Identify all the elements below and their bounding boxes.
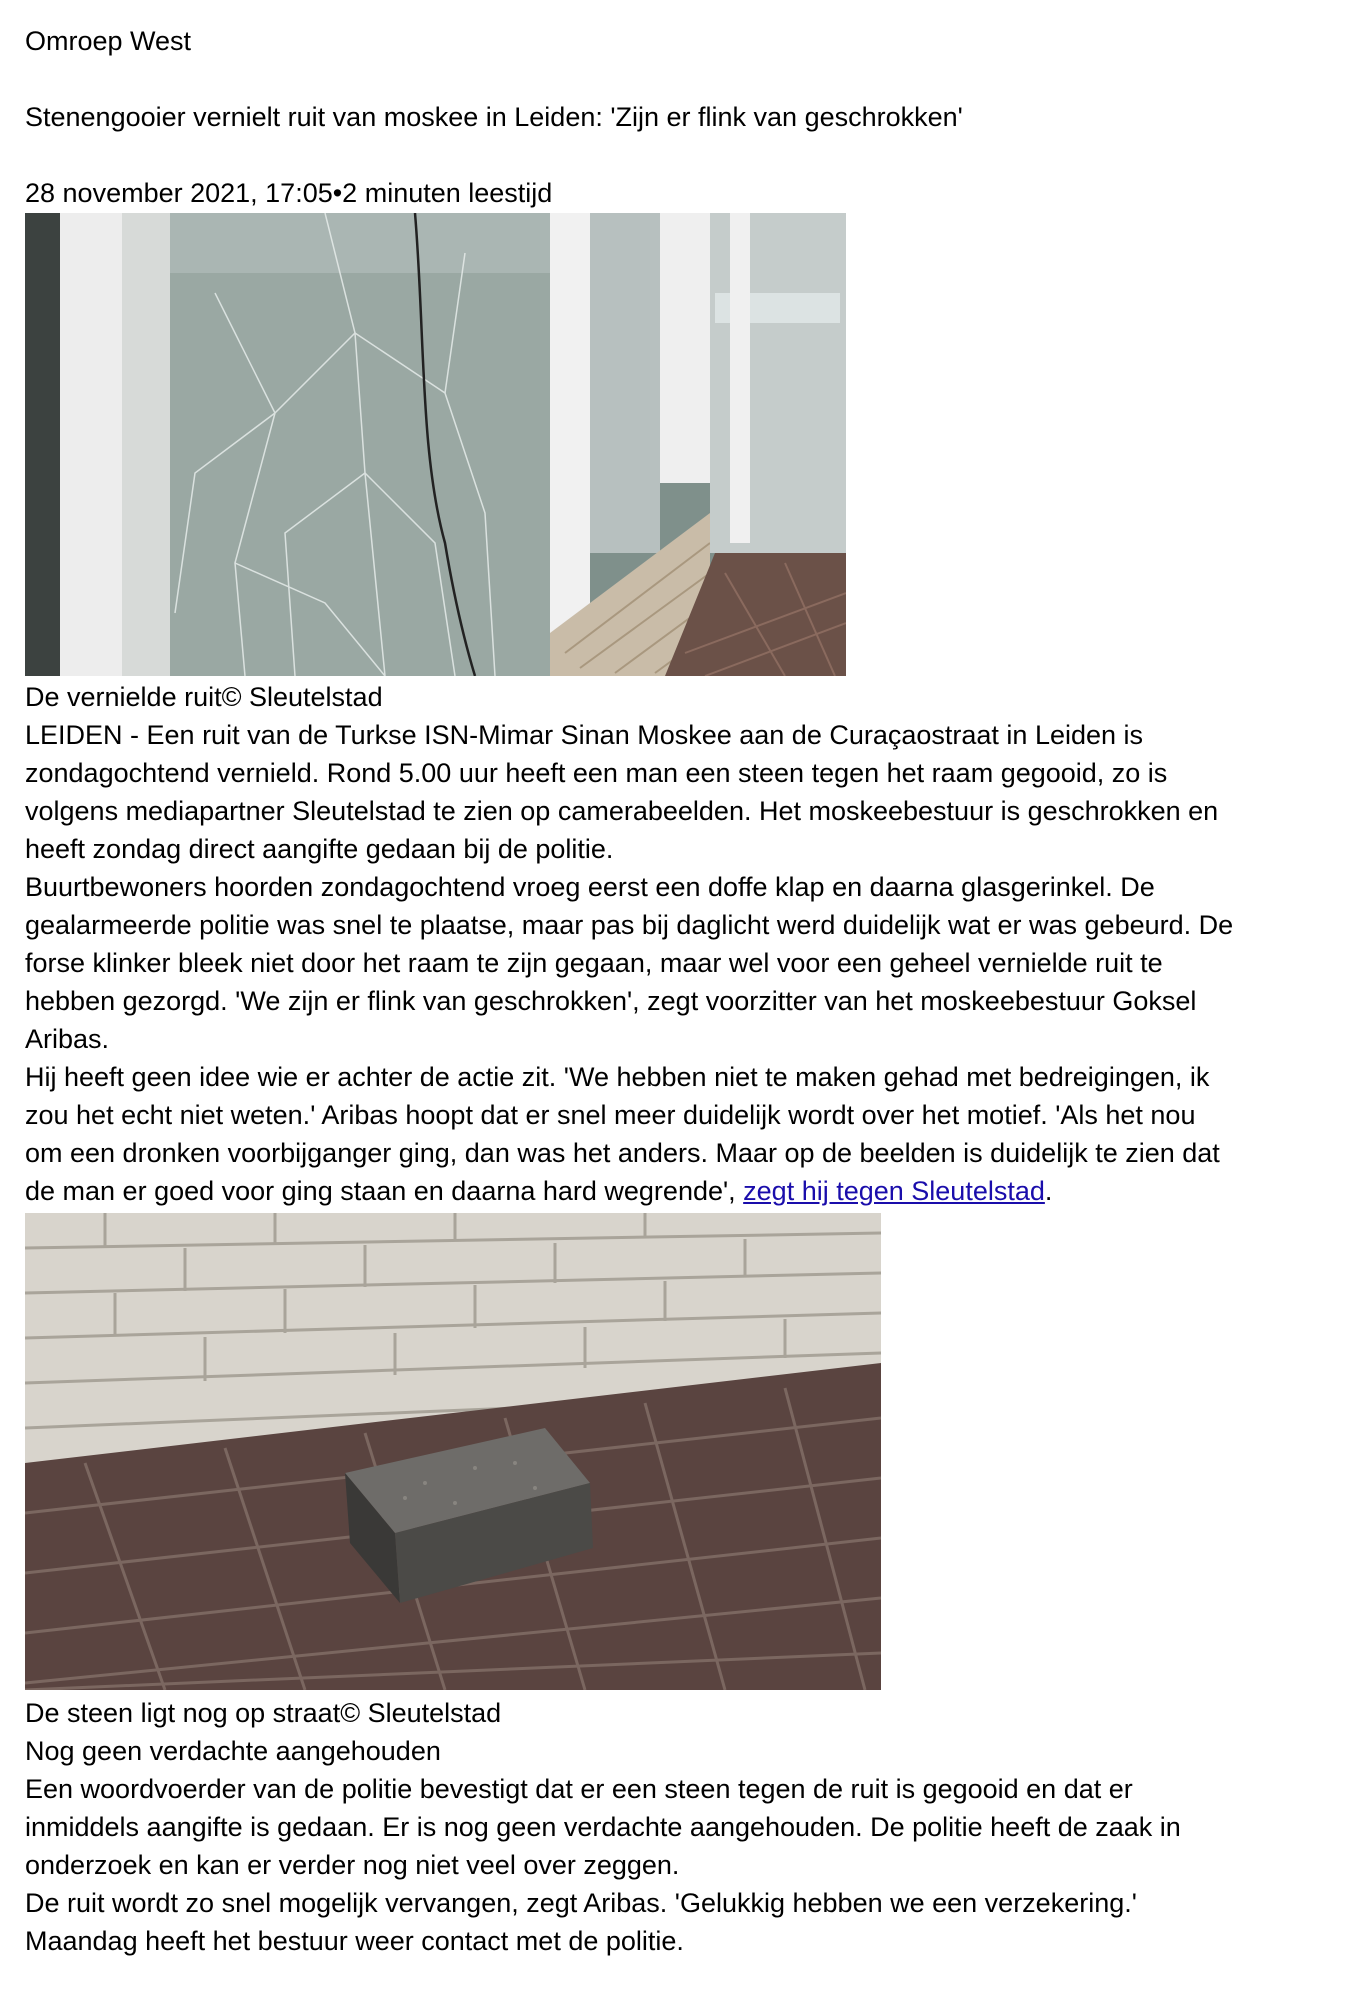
paragraph-line: Buurtbewoners hoorden zondagochtend vroeg eerst een doffe klap en daarna glasgerinkel. De — [25, 872, 1155, 902]
headline: Stenengooier vernielt ruit van moskee in Leiden: 'Zijn er flink van geschrokken' — [25, 102, 963, 132]
paragraph-line: forse klinker bleek niet door het raam te zijn gegaan, maar wel voor een geheel vernielde ruit te — [25, 948, 1163, 978]
paragraph-line: om een dronken voorbijganger ging, dan was het anders. Maar op de beelden is duidelijk te zien dat — [25, 1138, 1220, 1168]
source-name: Omroep West — [25, 26, 192, 56]
paragraph-line: inmiddels aangifte is gedaan. Er is nog geen verdachte aangehouden. De politie heeft de zaak in — [25, 1812, 1181, 1842]
paragraph-text: . — [1044, 1176, 1053, 1206]
paragraph-line: heeft zondag direct aangifte gedaan bij de politie. — [25, 834, 614, 864]
paragraph-line: zondagochtend vernield. Rond 5.00 uur heeft een man een steen tegen het raam gegooid, zo is — [25, 758, 1168, 788]
paragraph-line — [25, 1172, 1052, 1210]
sleutelstad-link[interactable]: zegt hij tegen Sleutelstad — [743, 1176, 1045, 1206]
paragraph-line: onderzoek en kan er verder nog niet veel over zeggen. — [25, 1850, 680, 1880]
paragraph-line: De ruit wordt zo snel mogelijk vervangen, zegt Aribas. 'Gelukkig hebben we een verzekering.' — [25, 1888, 1137, 1918]
paragraph-line: Aribas. — [25, 1024, 110, 1054]
paving-stone-photo — [25, 1213, 881, 1690]
image-caption: De steen ligt nog op straat© Sleutelstad — [25, 1698, 502, 1728]
paragraph-line: Maandag heeft het bestuur weer contact met de politie. — [25, 1926, 684, 1956]
paragraph-line: Een woordvoerder van de politie bevestigt dat er een steen tegen de ruit is gegooid en dat er — [25, 1774, 1133, 1804]
article-meta: 28 november 2021, 17:05•2 minuten leestijd — [25, 178, 553, 208]
paragraph-line: gealarmeerde politie was snel te plaatse, maar pas bij daglicht werd duidelijk wat er was gebeurd. De — [25, 910, 1234, 940]
paragraph-line: hebben gezorgd. 'We zijn er flink van geschrokken', zegt voorzitter van het moskeebestuur Goksel — [25, 986, 1197, 1016]
broken-window-photo — [25, 213, 846, 676]
subheading: Nog geen verdachte aangehouden — [25, 1736, 441, 1766]
paragraph-line: Hij heeft geen idee wie er achter de actie zit. 'We hebben niet te maken gehad met bedreigingen, ik — [25, 1062, 1210, 1092]
paragraph-line: volgens mediapartner Sleutelstad te zien op camerabeelden. Het moskeebestuur is geschrokken en — [25, 796, 1219, 826]
paragraph-line: LEIDEN - Een ruit van de Turkse ISN-Mimar Sinan Moskee aan de Curaçaostraat in Leiden is — [25, 720, 1144, 750]
image-caption: De vernielde ruit© Sleutelstad — [25, 682, 383, 712]
paragraph-line: zou het echt niet weten.' Aribas hoopt dat er snel meer duidelijk wordt over het motief. 'Als het nou — [25, 1100, 1196, 1130]
paragraph-text: de man er goed voor ging staan en daarna hard wegrende', — [25, 1176, 744, 1206]
